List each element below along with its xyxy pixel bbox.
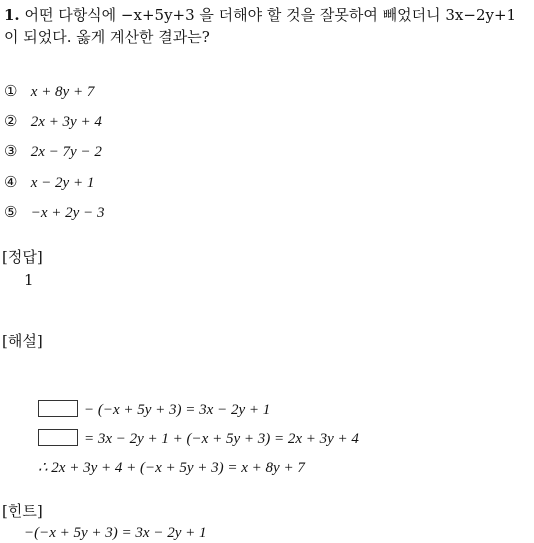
explanation-line-2 [38,429,359,448]
hint-label: [힌트] [2,502,43,520]
choice-5-text: −x + 2y − 3 [30,205,105,221]
question-text-2: 이 되었다. 옳게 계산한 결과는? [4,28,210,46]
choice-1[interactable] [4,82,94,101]
explanation-label: [해설] [2,332,43,350]
choice-2-number: ② [4,112,18,130]
explanation-line-1 [38,400,270,419]
question-line-1 [4,4,516,25]
choice-2[interactable] [4,112,102,131]
choice-3-number: ③ [4,142,18,160]
question-line-2 [4,26,210,47]
explanation-text-1: − (−x + 5y + 3) = 3x − 2y + 1 [84,402,271,418]
answer-label: [정답] [2,248,43,266]
blank-box-1 [38,400,78,417]
choice-2-text: 2x + 3y + 4 [30,114,102,130]
choice-3[interactable] [4,142,102,161]
explanation-text-2: = 3x − 2y + 1 + (−x + 5y + 3) = 2x + 3y + 4 [84,431,359,447]
answer-value: 1 [24,271,34,289]
choice-5[interactable] [4,203,104,222]
choice-5-number: ⑤ [4,203,18,221]
explanation-text-3: ∴ 2x + 3y + 4 + (−x + 5y + 3) = x + 8y + 7 [38,460,305,476]
choice-1-number: ① [4,82,18,100]
choice-4-number: ④ [4,173,18,191]
explanation-line-3 [38,458,305,477]
blank-box-2 [38,429,78,446]
choice-4-text: x − 2y + 1 [30,175,95,191]
choice-4[interactable] [4,173,94,192]
choice-3-text: 2x − 7y − 2 [30,144,102,160]
question-text-1: 어떤 다항식에 −x+5y+3 을 더해야 할 것을 잘못하여 빼었더니 3x−2y+1 [24,6,517,24]
choice-1-text: x + 8y + 7 [30,84,95,100]
hint-text: −(−x + 5y + 3) = 3x − 2y + 1 [24,525,207,541]
question-number: 1. [4,6,20,24]
